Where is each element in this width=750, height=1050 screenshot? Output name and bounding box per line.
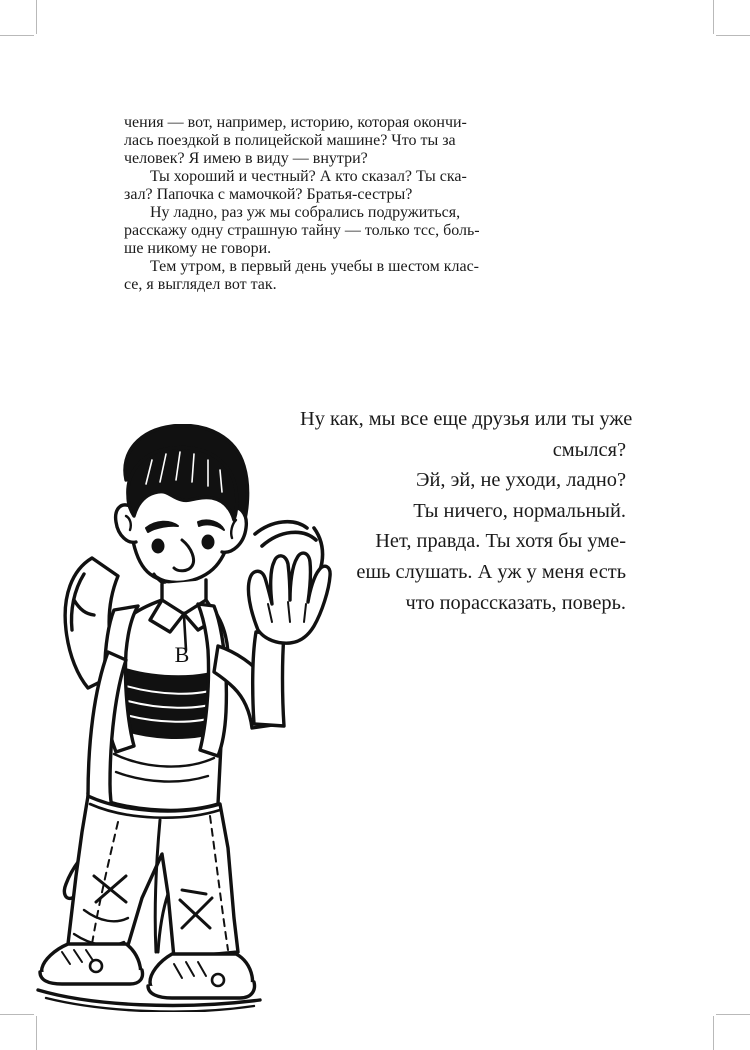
shoe-left-sole (40, 970, 143, 984)
paragraph-4 (124, 258, 626, 294)
crop-mark-top-right-horizontal (716, 35, 750, 36)
body-text (124, 114, 626, 294)
crop-mark-top-left-vertical (36, 0, 37, 34)
text-line: что порассказать, поверь. (405, 591, 626, 614)
text-line: ешь слушать. А уж у меня есть (356, 560, 626, 583)
boy-illustration (22, 424, 352, 1012)
text-line: Ты хороший и честный? А кто сказал? Ты ска- (150, 168, 467, 185)
hand-right (248, 553, 330, 643)
text-line: расскажу одну страшную тайну — только тсс, боль- (124, 222, 480, 239)
eye-right (202, 535, 215, 550)
text-line: Тем утром, в первый день учебы в шестом клас- (150, 258, 479, 275)
crop-mark-bottom-left-vertical (36, 1016, 37, 1050)
paragraph-3 (124, 204, 626, 258)
text-line: зал? Папочка с мамочкой? Братья-сестры? (124, 186, 413, 203)
text-line: ше никому не говори. (124, 240, 272, 257)
text-line: Ну ладно, раз уж мы собрались подружиться, (150, 204, 461, 221)
shirt-letter: В (174, 642, 190, 667)
crop-mark-bottom-left-horizontal (0, 1014, 34, 1015)
text-line: Нет, правда. Ты хотя бы уме- (375, 530, 626, 553)
paragraph-1 (124, 114, 626, 168)
text-line: се, я выглядел вот так. (124, 276, 277, 293)
crop-mark-top-left-horizontal (0, 35, 34, 36)
text-line: Ты ничего, нормальный. (413, 499, 626, 522)
text-line: Ну как, мы все еще друзья или ты уже (300, 408, 633, 430)
text-line: лась поездкой в полицейской машине? Что ты за (124, 132, 456, 149)
text-line: смылся? (552, 438, 626, 461)
crop-mark-bottom-right-horizontal (716, 1014, 750, 1015)
crop-mark-top-right-vertical (713, 0, 714, 34)
text-line: Эй, эй, не уходи, ладно? (416, 469, 626, 492)
shoe-left-eyelet (90, 960, 102, 972)
pants-crotch-seam (158, 894, 168, 952)
eye-left (152, 539, 165, 554)
paragraph-2 (124, 168, 626, 204)
forearm-right (253, 632, 284, 726)
shoe-right-eyelet (212, 974, 224, 986)
crop-mark-bottom-right-vertical (713, 1016, 714, 1050)
text-line: человек? Я имею в виду — внутри? (124, 150, 368, 167)
text-line: чения — вот, например, историю, которая окончи- (124, 114, 467, 131)
